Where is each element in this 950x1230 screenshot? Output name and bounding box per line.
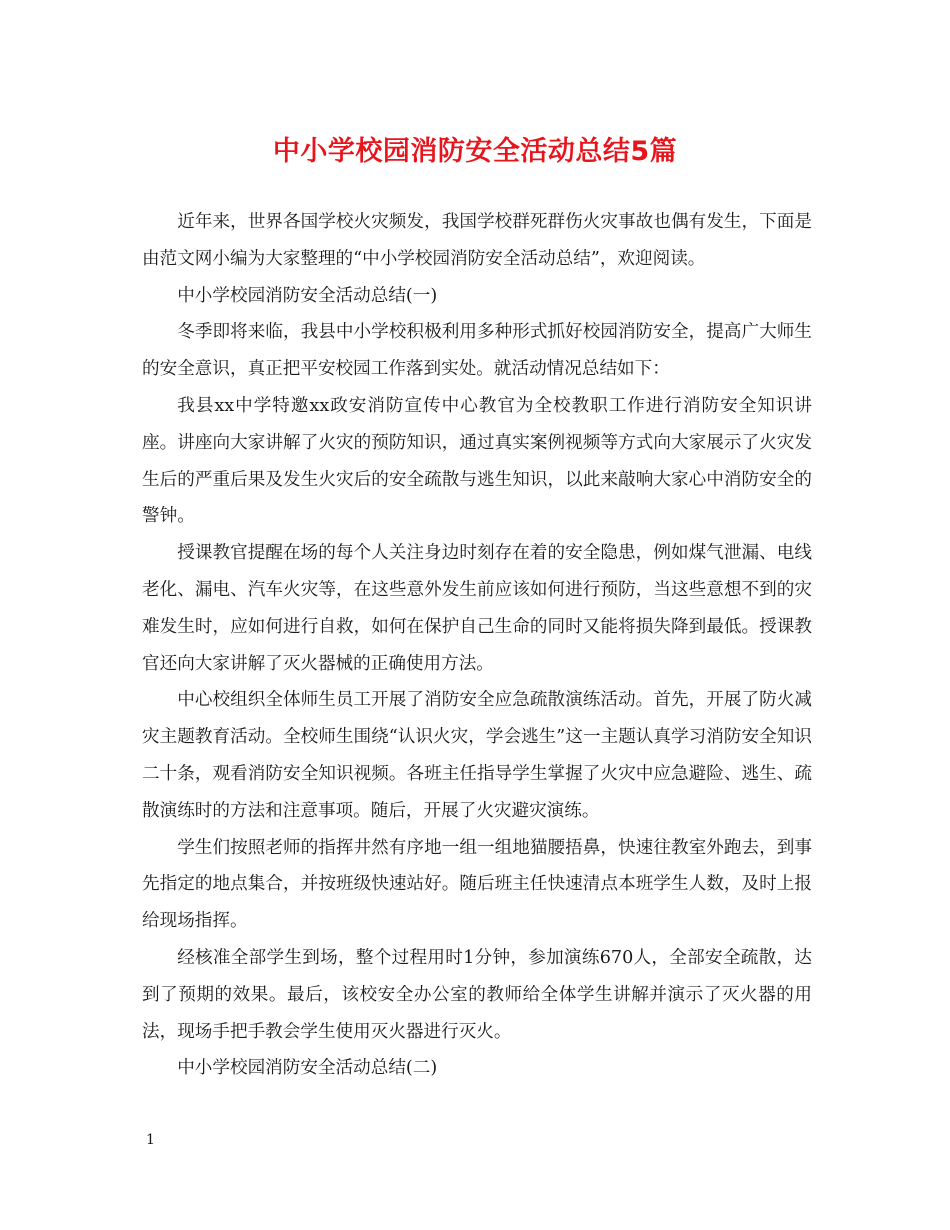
paragraph: 学生们按照老师的指挥井然有序地一组一组地猫腰捂鼻，快速往教室外跑去，到事先指定的地点集合，并按班级快速站好。随后班主任快速清点本班学生人数，及时上报给现场指挥。 bbox=[142, 837, 812, 932]
section-heading-2: 中小学校园消防安全活动总结(二) bbox=[177, 1058, 438, 1079]
document-body bbox=[142, 204, 812, 1087]
paragraph: 授课教官提醒在场的每个人关注身边时刻存在着的安全隐患，例如煤气泄漏、电线老化、漏电、汽车火灾等，在这些意外发生前应该如何进行预防，当这些意想不到的灾难发生时，应如何进行自救，如何在保护自己生命的同时又能将损失降到最低。授课教官还向大家讲解了灭火器械的正确使用方法。 bbox=[142, 543, 812, 674]
paragraph-intro: 近年来，世界各国学校火灾频发，我国学校群死群伤火灾事故也偶有发生，下面是由范文网小编为大家整理的“中小学校园消防安全活动总结”，欢迎阅读。 bbox=[142, 212, 812, 269]
paragraph: 经核准全部学生到场，整个过程用时1分钟，参加演练670人，全部安全疏散，达到了预期的效果。最后，该校安全办公室的教师给全体学生讲解并演示了灭火器的用法，现场手把手教会学生使用灭火器进行灭火。 bbox=[142, 947, 812, 1042]
section-heading-1: 中小学校园消防安全活动总结(一) bbox=[177, 285, 438, 306]
paragraph: 我县xx中学特邀xx政安消防宣传中心教官为全校教职工作进行消防安全知识讲座。讲座向大家讲解了火灾的预防知识，通过真实案例视频等方式向大家展示了火灾发生后的严重后果及发生火灾后的安全疏散与逃生知识，以此来敲响大家心中消防安全的警钟。 bbox=[142, 395, 812, 527]
paragraph: 冬季即将来临，我县中小学校积极利用多种形式抓好校园消防安全，提高广大师生的安全意识，真正把平安校园工作落到实处。就活动情况总结如下： bbox=[142, 322, 812, 380]
document-title: 中小学校园消防安全活动总结5篇 bbox=[272, 136, 678, 167]
page-number: 1 bbox=[146, 1132, 155, 1148]
paragraph: 中心校组织全体师生员工开展了消防安全应急疏散演练活动。首先，开展了防火减灾主题教育活动。全校师生围绕“认识火灾，学会逃生”这一主题认真学习消防安全知识二十条，观看消防安全知识视频。各班主任指导学生掌握了火灾中应急避险、逃生、疏散演练时的方法和注意事项。随后，开展了火灾避灾演练。 bbox=[142, 690, 812, 821]
